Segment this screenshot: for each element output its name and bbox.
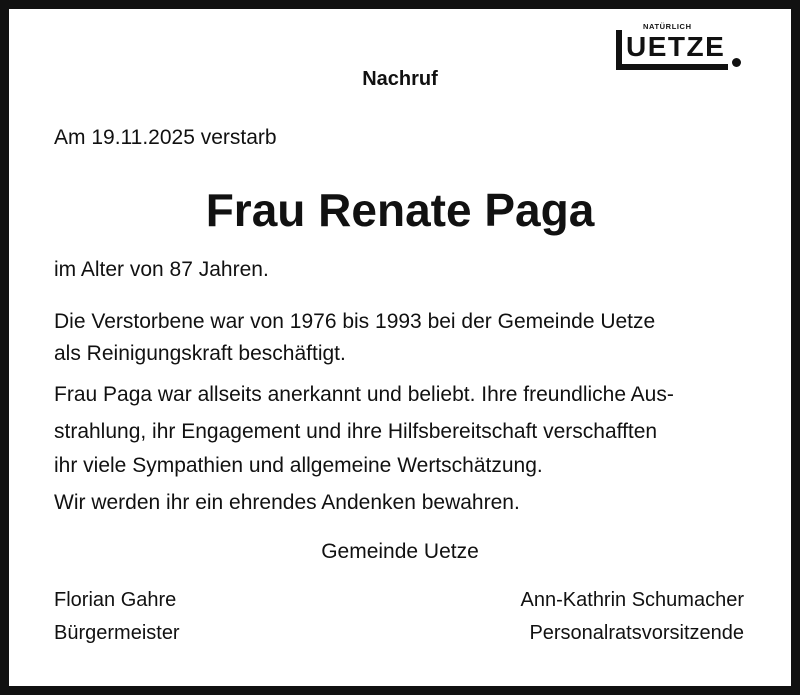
organization-name: Gemeinde Uetze [321,540,479,563]
deceased-name: Frau Renate Paga [205,184,595,236]
paragraph2-line1: Frau Paga war allseits anerkannt und beliebt. Ihre freundliche Aus- [54,383,674,406]
paragraph2-line3: ihr viele Sympathien und allgemeine Wertschätzung. [54,454,543,477]
age-line: im Alter von 87 Jahren. [54,258,269,281]
paragraph2-line2: strahlung, ihr Engagement und ihre Hilfsbereitschaft verschafften [54,420,658,443]
logo-dot [732,58,741,67]
paragraph1-line1: Die Verstorbene war von 1976 bis 1993 bei der Gemeinde Uetze [54,310,656,333]
signature-right-title: Personalratsvorsitzende [529,622,744,644]
logo-wordmark: UETZE [626,31,726,62]
signature-left-title: Bürgermeister [54,622,180,644]
paragraph1-line2: als Reinigungskraft beschäftigt. [54,342,346,365]
uetze-logo [616,22,742,74]
closing-line: Wir werden ihr ein ehrendes Andenken bewahren. [54,491,520,514]
logo-tagline: NATÜRLICH [643,22,692,31]
signature-right-name: Ann-Kathrin Schumacher [520,589,744,611]
signature-left-name: Florian Gahre [54,589,177,611]
intro-line: Am 19.11.2025 verstarb [54,126,277,149]
logo-mark [616,30,736,70]
notice-heading: Nachruf [362,68,438,90]
